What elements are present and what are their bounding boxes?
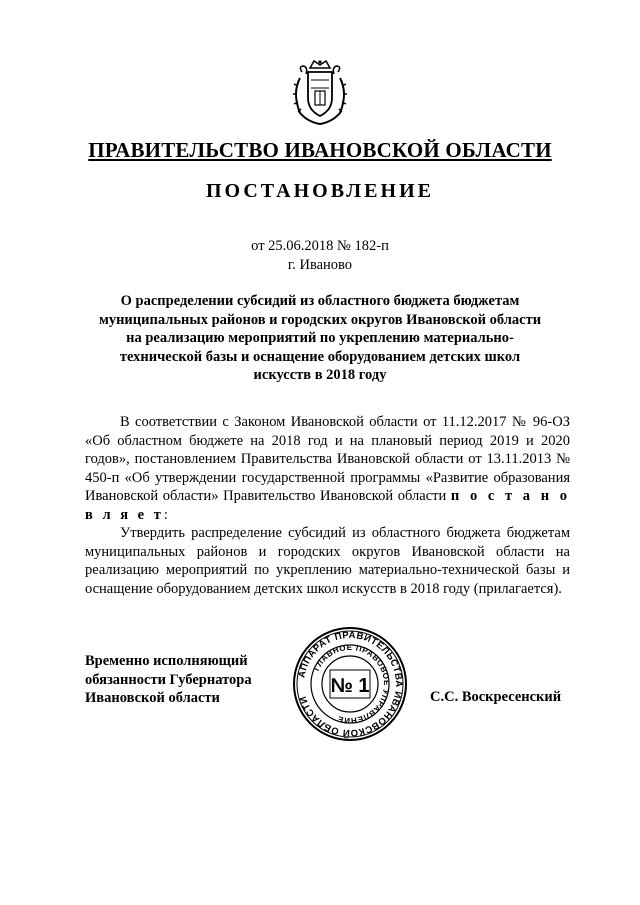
preamble-paragraph [85, 413, 570, 524]
stamp-number: № 1 [330, 675, 370, 697]
position-line: Ивановской области [85, 690, 220, 706]
stamp-outer-text: АППАРАТ ПРАВИТЕЛЬСТВА ИВАНОВСКОЙ ОБЛАСТИ [296, 629, 405, 739]
official-stamp [292, 626, 408, 742]
coat-of-arms-icon [288, 58, 352, 128]
subject-line: О распределении субсидий из областного бюджета бюджетам [120, 293, 520, 309]
resolve-word: п о с т а н о в л я е т [85, 488, 570, 523]
government-name: ПРАВИТЕЛЬСТВО ИВАНОВСКОЙ ОБЛАСТИ [88, 138, 552, 162]
subject-line: муниципальных районов и городских округов Ивановской области [98, 311, 542, 328]
signatory-position [85, 652, 252, 708]
subject-line: на реализацию мероприятий по укреплению материально- [126, 330, 514, 346]
subject-line: искусств в 2018 году [253, 367, 387, 383]
document-body [85, 413, 570, 598]
document-type-heading: ПОСТАНОВЛЕНИЕ [206, 180, 434, 202]
signatory-name: С.С. Воскресенский [430, 689, 562, 705]
document-subject [85, 292, 555, 385]
resolution-paragraph: Утвердить распределение субсидий из областного бюджета бюджетам муниципальных районов и городских округов Ивановской области на реализацию мероприятий по укреплению материально-технической базы и оснащение оборудованием детских школ искусств в 2018 году (прилагается). [85, 525, 570, 597]
subject-line: технической базы и оснащение оборудованием детских школ [119, 348, 521, 365]
resolve-colon: : [163, 506, 168, 523]
stamp-inner-text: ГЛАВНОЕ ПРАВОВОЕ УПРАВЛЕНИЕ [311, 642, 392, 726]
position-line: Временно исполняющий [85, 653, 248, 669]
preamble-text: В соответствии с Законом Ивановской области от 11.12.2017 № 96-ОЗ «Об областном бюджете на 2018 год и на плановый период 2019 и 2020 годов», постановлением Правительства Ивановской области от 13.11.2013 № 450-п «Об утверждении государственной программы «Развитие образования Ивановской области» Правительство Ивановской области [85, 414, 570, 504]
position-line: обязанности Губернатора [85, 671, 252, 688]
date-number: от 25.06.2018 № 182-п [251, 238, 389, 254]
city: г. Иваново [287, 257, 353, 273]
dateline [0, 237, 640, 275]
